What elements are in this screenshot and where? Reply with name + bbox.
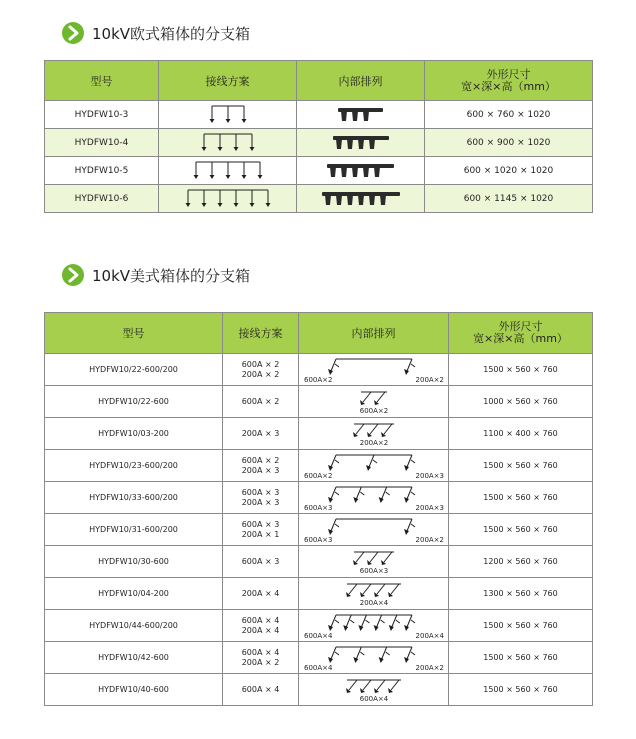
bushing-icon <box>325 195 331 205</box>
chevron-right-icon <box>62 22 84 44</box>
internal-layout-cell <box>297 101 425 129</box>
branch-tick <box>360 492 364 495</box>
right-tap-label: 200A×2 <box>415 663 444 672</box>
table-row <box>45 185 593 213</box>
bushing-icon <box>347 195 353 205</box>
bushing-icon <box>352 167 358 177</box>
branch-tick <box>335 620 339 623</box>
size-cell: 1500 × 560 × 760 <box>449 514 593 546</box>
scheme-line: 200A × 2 <box>241 369 280 379</box>
table-row <box>45 101 593 129</box>
branch-line <box>363 584 371 594</box>
bushing-icon <box>341 167 347 177</box>
wiring-scheme-cell <box>223 578 299 610</box>
branch-line <box>331 519 336 531</box>
layout-diagram <box>300 355 448 385</box>
scheme-line: 600A × 3 <box>241 519 280 529</box>
internal-layout-cell <box>299 354 449 386</box>
tap-label: 200A×4 <box>359 598 388 607</box>
wiring-diagram <box>168 103 288 127</box>
arrow-icon <box>404 369 409 375</box>
arrow-icon <box>328 625 333 631</box>
internal-layout-cell <box>297 129 425 157</box>
arrow-icon <box>328 529 333 535</box>
branch-tick <box>335 460 339 463</box>
bushing-icon <box>336 139 342 149</box>
model-cell: HYDFW10/30-600 <box>45 546 223 578</box>
right-tap-label: 200A×2 <box>415 535 444 544</box>
arrow-icon <box>328 465 333 471</box>
scheme-line: 600A × 2 <box>241 396 280 406</box>
bushing-icon <box>341 111 347 121</box>
arrow-down-icon <box>233 147 238 151</box>
branch-line <box>331 487 336 499</box>
wiring-scheme-cell <box>223 546 299 578</box>
size-cell: 1300 × 560 × 760 <box>449 578 593 610</box>
arrow-icon <box>358 625 363 631</box>
arrow-icon <box>404 529 409 535</box>
scheme-line: 600A × 4 <box>241 684 280 694</box>
branch-line <box>361 615 366 627</box>
arrow-icon <box>404 625 409 631</box>
size-cell: 1500 × 560 × 760 <box>449 482 593 514</box>
header-model: 型号 <box>45 313 223 354</box>
scheme-line: 200A × 3 <box>241 497 280 507</box>
internal-layout-cell <box>299 546 449 578</box>
branch-tick <box>373 460 377 463</box>
right-tap-label: 200A×4 <box>415 631 444 640</box>
header-size: 外形尺寸 宽×深×高（mm） <box>449 313 593 354</box>
branch-tick <box>411 620 415 623</box>
branch-line <box>356 487 361 499</box>
bushing-icon <box>336 195 342 205</box>
left-tap-label: 600A×2 <box>303 375 332 384</box>
size-cell: 600 × 1145 × 1020 <box>425 185 593 213</box>
wiring-scheme-cell <box>223 482 299 514</box>
arrow-icon <box>366 465 371 471</box>
table-row <box>45 514 593 546</box>
table-row <box>45 386 593 418</box>
layout-diagram <box>300 611 448 641</box>
model-cell: HYDFW10-6 <box>45 185 159 213</box>
bus-bar <box>327 164 394 168</box>
header-model: 型号 <box>45 61 159 101</box>
us-box-table <box>44 312 593 706</box>
bushing-icon <box>369 139 375 149</box>
wiring-scheme-cell <box>223 514 299 546</box>
model-cell: HYDFW10/23-600/200 <box>45 450 223 482</box>
scheme-line: 200A × 1 <box>241 529 280 539</box>
arrow-icon <box>378 497 383 503</box>
bushing-icon <box>363 167 369 177</box>
branch-line <box>356 552 364 562</box>
arrow-icon <box>328 657 333 663</box>
wiring-scheme-cell <box>159 129 297 157</box>
model-cell: HYDFW10/42-600 <box>45 642 223 674</box>
branch-line <box>377 584 385 594</box>
table-row <box>45 354 593 386</box>
model-cell: HYDFW10/03-200 <box>45 418 223 450</box>
left-tap-label: 600A×4 <box>303 663 332 672</box>
bus-bar-drawing <box>330 133 392 153</box>
branch-line <box>331 455 336 467</box>
internal-layout-cell <box>299 482 449 514</box>
scheme-line: 200A × 2 <box>241 657 280 667</box>
branch-tick <box>380 620 384 623</box>
scheme-line: 200A × 4 <box>241 625 280 635</box>
wiring-scheme-cell <box>223 450 299 482</box>
arrow-icon <box>404 657 409 663</box>
internal-layout-cell <box>299 450 449 482</box>
wiring-scheme-cell <box>223 642 299 674</box>
arrow-down-icon <box>249 147 254 151</box>
wiring-scheme-cell <box>159 157 297 185</box>
arrow-down-icon <box>241 175 246 179</box>
bushing-icon <box>347 139 353 149</box>
wiring-scheme-cell <box>223 354 299 386</box>
layout-diagram <box>300 419 448 449</box>
model-cell: HYDFW10/22-600 <box>45 386 223 418</box>
branch-line <box>384 552 392 562</box>
wiring-diagram <box>168 131 288 155</box>
header-scheme: 接线方案 <box>223 313 299 354</box>
table-row <box>45 157 593 185</box>
layout-diagram <box>300 451 448 481</box>
bus-bar-drawing <box>319 189 403 209</box>
wiring-scheme-cell <box>223 674 299 706</box>
arrow-down-icon <box>265 203 270 207</box>
arrow-down-icon <box>225 119 230 123</box>
left-tap-label: 600A×3 <box>303 503 332 512</box>
tap-label: 200A×2 <box>359 438 388 447</box>
chevron-right-icon <box>62 264 84 286</box>
scheme-line: 200A × 3 <box>241 465 280 475</box>
arrow-down-icon <box>241 119 246 123</box>
branch-tick <box>335 524 339 527</box>
branch-line <box>407 359 412 371</box>
size-cell: 1500 × 560 × 760 <box>449 674 593 706</box>
scheme-line: 600A × 4 <box>241 647 280 657</box>
internal-layout-cell <box>299 418 449 450</box>
bushing-icon <box>374 167 380 177</box>
table-row <box>45 674 593 706</box>
table-row <box>45 418 593 450</box>
bus-bar-drawing <box>324 161 397 181</box>
section1-heading <box>62 22 250 44</box>
wiring-diagram <box>168 187 288 211</box>
arrow-down-icon <box>193 175 198 179</box>
branch-line <box>391 680 399 690</box>
arrow-icon <box>328 369 333 375</box>
wiring-diagram <box>168 159 288 183</box>
internal-layout-cell <box>299 514 449 546</box>
scheme-line: 600A × 3 <box>241 556 280 566</box>
table-row <box>45 610 593 642</box>
branch-line <box>381 487 386 499</box>
arrow-down-icon <box>209 119 214 123</box>
branch-tick <box>350 620 354 623</box>
arrow-down-icon <box>185 203 190 207</box>
scheme-line: 600A × 2 <box>241 359 280 369</box>
internal-layout-cell <box>299 578 449 610</box>
internal-layout-cell <box>297 157 425 185</box>
branch-tick <box>335 364 339 367</box>
branch-line <box>381 647 386 659</box>
header-layout: 内部排列 <box>297 61 425 101</box>
branch-line <box>407 487 412 499</box>
branch-line <box>356 647 361 659</box>
bushing-icon <box>358 139 364 149</box>
model-cell: HYDFW10-5 <box>45 157 159 185</box>
wiring-scheme-cell <box>223 610 299 642</box>
model-cell: HYDFW10/04-200 <box>45 578 223 610</box>
arrow-icon <box>378 657 383 663</box>
arrow-down-icon <box>201 147 206 151</box>
section2-heading <box>62 264 250 286</box>
header-layout: 内部排列 <box>299 313 449 354</box>
header-size: 外形尺寸 宽×深×高（mm） <box>425 61 593 101</box>
branch-line <box>369 455 374 467</box>
branch-tick <box>411 492 415 495</box>
arrow-down-icon <box>201 203 206 207</box>
size-cell: 1500 × 560 × 760 <box>449 450 593 482</box>
branch-line <box>331 647 336 659</box>
left-tap-label: 600A×2 <box>303 471 332 480</box>
scheme-line: 600A × 2 <box>241 455 280 465</box>
size-cell: 1500 × 560 × 760 <box>449 642 593 674</box>
table-row <box>45 482 593 514</box>
branch-line <box>391 584 399 594</box>
branch-tick <box>395 620 399 623</box>
bushing-icon <box>358 195 364 205</box>
branch-line <box>356 424 364 434</box>
layout-diagram <box>300 579 448 609</box>
internal-layout-cell <box>297 185 425 213</box>
table-row <box>45 450 593 482</box>
model-cell: HYDFW10/31-600/200 <box>45 514 223 546</box>
tap-label: 600A×4 <box>359 694 388 703</box>
size-cell: 1500 × 560 × 760 <box>449 354 593 386</box>
branch-line <box>363 680 371 690</box>
right-tap-label: 200A×3 <box>415 471 444 480</box>
layout-diagram <box>300 675 448 705</box>
right-tap-label: 200A×3 <box>415 503 444 512</box>
model-cell: HYDFW10-4 <box>45 129 159 157</box>
size-cell: 600 × 760 × 1020 <box>425 101 593 129</box>
branch-tick <box>360 652 364 655</box>
branch-tick <box>335 492 339 495</box>
branch-tick <box>411 364 415 367</box>
arrow-icon <box>404 497 409 503</box>
wiring-scheme-cell <box>223 418 299 450</box>
internal-layout-cell <box>299 610 449 642</box>
size-cell: 1500 × 560 × 760 <box>449 610 593 642</box>
arrow-icon <box>373 625 378 631</box>
wiring-scheme-cell <box>159 101 297 129</box>
bushing-icon <box>330 167 336 177</box>
euro-box-table <box>44 60 593 213</box>
branch-line <box>363 392 371 402</box>
model-cell: HYDFW10-3 <box>45 101 159 129</box>
arrow-icon <box>353 657 358 663</box>
branch-line <box>407 647 412 659</box>
branch-line <box>349 584 357 594</box>
layout-diagram <box>300 515 448 545</box>
arrow-down-icon <box>225 175 230 179</box>
size-cell: 1100 × 400 × 760 <box>449 418 593 450</box>
branch-line <box>331 359 336 371</box>
table-row <box>45 546 593 578</box>
arrow-icon <box>343 625 348 631</box>
branch-line <box>407 519 412 531</box>
arrow-down-icon <box>217 203 222 207</box>
arrow-icon <box>404 465 409 471</box>
table-header-row <box>45 313 593 354</box>
layout-diagram <box>300 547 448 577</box>
internal-layout-cell <box>299 642 449 674</box>
scheme-line: 600A × 3 <box>241 487 280 497</box>
left-tap-label: 600A×4 <box>303 631 332 640</box>
bushing-icon <box>352 111 358 121</box>
model-cell: HYDFW10/22-600/200 <box>45 354 223 386</box>
bushing-icon <box>363 111 369 121</box>
layout-diagram <box>300 643 448 673</box>
layout-diagram <box>300 483 448 513</box>
branch-tick <box>335 652 339 655</box>
internal-layout-cell <box>299 674 449 706</box>
scheme-line: 200A × 3 <box>241 428 280 438</box>
bus-bar-drawing <box>335 105 386 125</box>
wiring-scheme-cell <box>159 185 297 213</box>
model-cell: HYDFW10/40-600 <box>45 674 223 706</box>
branch-tick <box>411 460 415 463</box>
branch-tick <box>385 652 389 655</box>
branch-tick <box>411 652 415 655</box>
size-cell: 600 × 1020 × 1020 <box>425 157 593 185</box>
arrow-down-icon <box>209 175 214 179</box>
arrow-down-icon <box>233 203 238 207</box>
wiring-scheme-cell <box>223 386 299 418</box>
arrow-down-icon <box>217 147 222 151</box>
branch-line <box>346 615 351 627</box>
header-scheme: 接线方案 <box>159 61 297 101</box>
arrow-icon <box>388 625 393 631</box>
bushing-icon <box>369 195 375 205</box>
table-row <box>45 642 593 674</box>
scheme-line: 600A × 4 <box>241 615 280 625</box>
branch-line <box>407 455 412 467</box>
size-cell: 1000 × 560 × 760 <box>449 386 593 418</box>
table-row <box>45 578 593 610</box>
branch-line <box>391 615 396 627</box>
branch-line <box>331 615 336 627</box>
size-cell: 600 × 900 × 1020 <box>425 129 593 157</box>
branch-line <box>349 680 357 690</box>
scheme-line: 200A × 4 <box>241 588 280 598</box>
arrow-icon <box>328 497 333 503</box>
branch-line <box>384 424 392 434</box>
left-tap-label: 600A×3 <box>303 535 332 544</box>
branch-line <box>407 615 412 627</box>
arrow-down-icon <box>249 203 254 207</box>
table-row <box>45 129 593 157</box>
section2-title: 10kV美式箱体的分支箱 <box>92 266 251 285</box>
layout-diagram <box>300 387 448 417</box>
internal-layout-cell <box>299 386 449 418</box>
tap-label: 600A×2 <box>359 406 388 415</box>
branch-tick <box>411 524 415 527</box>
size-cell: 1200 × 560 × 760 <box>449 546 593 578</box>
tap-label: 600A×3 <box>359 566 388 575</box>
branch-line <box>377 680 385 690</box>
branch-line <box>376 615 381 627</box>
branch-line <box>370 424 378 434</box>
right-tap-label: 200A×2 <box>415 375 444 384</box>
arrow-icon <box>353 497 358 503</box>
section1-title: 10kV欧式箱体的分支箱 <box>92 24 251 43</box>
model-cell: HYDFW10/44-600/200 <box>45 610 223 642</box>
bushing-icon <box>380 195 386 205</box>
model-cell: HYDFW10/33-600/200 <box>45 482 223 514</box>
branch-line <box>370 552 378 562</box>
branch-tick <box>385 492 389 495</box>
arrow-down-icon <box>257 175 262 179</box>
branch-line <box>377 392 385 402</box>
table-header-row <box>45 61 593 101</box>
branch-tick <box>365 620 369 623</box>
